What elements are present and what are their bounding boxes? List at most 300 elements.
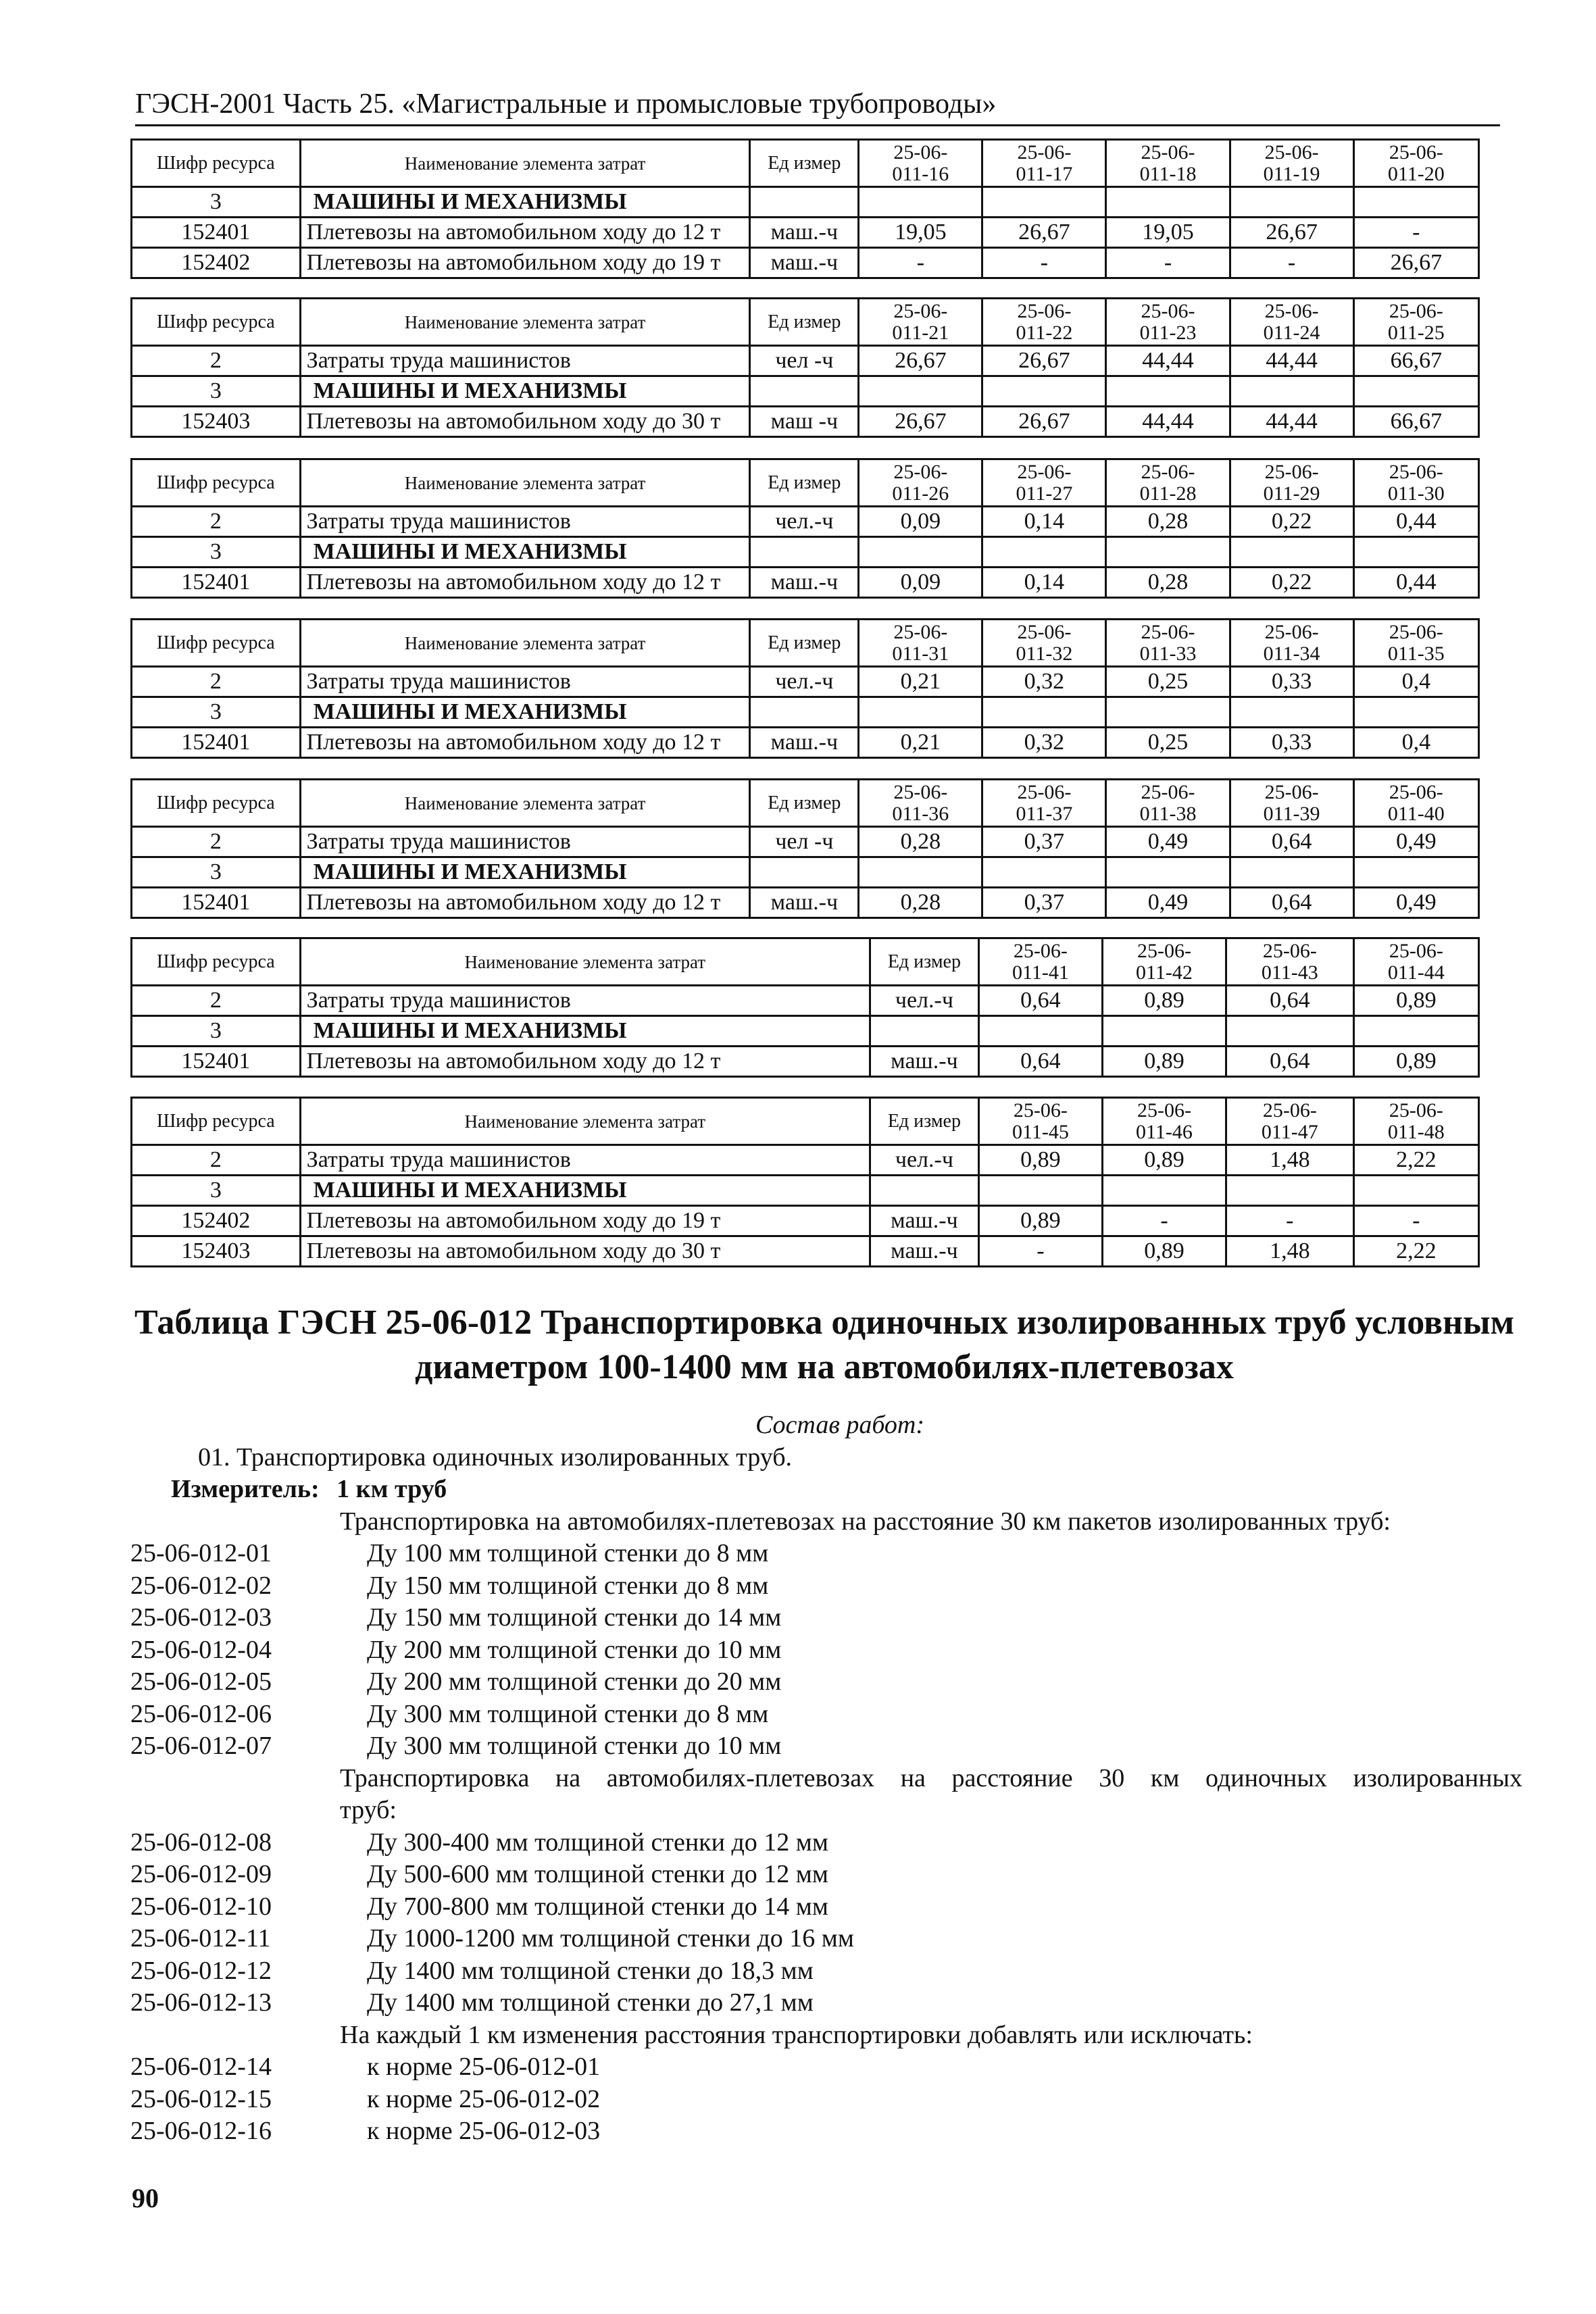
resource-code: 2 (132, 1145, 301, 1176)
cost-element-name: Плетевозы на автомобильном ходу до 19 т (300, 248, 750, 278)
norm-item (130, 1987, 1522, 2019)
value-cell: - (982, 248, 1106, 278)
value-cell: 44,44 (1230, 407, 1353, 437)
table-row (132, 507, 1479, 537)
norm-code-part: 25-06- (1141, 460, 1195, 483)
resource-code: 152402 (132, 248, 301, 278)
resource-code: 152401 (132, 1047, 301, 1077)
resource-code: 152402 (132, 1206, 301, 1236)
value-cell: 44,44 (1230, 346, 1353, 376)
header-code: Шифр ресурса (132, 459, 301, 507)
header-norm-code (1106, 140, 1230, 187)
table-header-row (132, 780, 1479, 827)
norm-code-part: 011-20 (1387, 162, 1445, 185)
value-cell: 0,49 (1106, 827, 1230, 857)
header-norm-code (982, 459, 1106, 507)
resource-code: 2 (132, 827, 301, 857)
table-row (132, 537, 1479, 568)
table-row (132, 407, 1479, 437)
norm-code-part: 25-06- (1389, 299, 1443, 322)
unit-cell: маш -ч (750, 407, 859, 437)
resource-table (130, 1097, 1480, 1267)
resource-code: 3 (132, 857, 301, 888)
header-unit: Ед измер (750, 459, 859, 507)
norm-item (130, 1923, 1522, 1955)
header-name: Наименование элемента затрат (300, 620, 750, 667)
value-cell (1226, 1016, 1354, 1047)
resource-code: 2 (132, 346, 301, 376)
value-cell (1353, 537, 1478, 568)
unit-cell (870, 1176, 978, 1206)
norm-item-code: 25-06-012-12 (130, 1956, 272, 1985)
unit-cell (750, 537, 859, 568)
value-cell (1230, 187, 1353, 218)
header-norm-code (1353, 299, 1478, 346)
norm-item-text: Ду 1400 мм толщиной стенки до 27,1 мм (367, 1988, 814, 2017)
value-cell: 0,22 (1230, 568, 1353, 598)
table-header-row (132, 938, 1479, 986)
norm-item (130, 2115, 1522, 2148)
value-cell: 0,64 (978, 986, 1102, 1016)
resource-code: 3 (132, 1016, 301, 1047)
norm-item-code: 25-06-012-14 (130, 2053, 272, 2081)
table-row (132, 248, 1479, 278)
norm-code-part: 011-44 (1387, 961, 1445, 984)
value-cell (978, 1016, 1102, 1047)
norm-code-part: 25-06- (1017, 780, 1072, 803)
resource-code: 152401 (132, 568, 301, 598)
norm-code-part: 25-06- (1389, 141, 1443, 164)
norm-item-code: 25-06-012-04 (130, 1635, 272, 1664)
norm-item-text: к норме 25-06-012-01 (367, 2053, 601, 2081)
header-norm-code (1353, 620, 1478, 667)
value-cell: 0,09 (859, 507, 982, 537)
table-row (132, 1145, 1479, 1176)
norm-code-part: 011-48 (1387, 1120, 1445, 1143)
header-norm-code (1102, 938, 1226, 986)
norm-item-code: 25-06-012-15 (130, 2084, 272, 2113)
value-cell: 0,89 (1102, 986, 1226, 1016)
value-cell: 0,89 (1102, 1145, 1226, 1176)
value-cell: 26,67 (982, 346, 1106, 376)
cost-element-name: Затраты труда машинистов (300, 507, 750, 537)
norm-code-part: 011-26 (892, 482, 949, 505)
value-cell: - (1353, 218, 1478, 248)
norm-code-part: 011-23 (1139, 321, 1197, 344)
value-cell: - (1226, 1206, 1354, 1236)
norm-code-part: 25-06- (1264, 460, 1319, 483)
value-cell: 0,89 (1353, 1047, 1478, 1077)
value-cell: 0,33 (1230, 667, 1353, 697)
header-unit: Ед измер (870, 938, 978, 986)
cost-element-name: Затраты труда машинистов (300, 667, 750, 697)
norm-code-part: 011-36 (892, 802, 949, 825)
value-cell: 0,64 (1230, 888, 1353, 918)
norm-item-code: 25-06-012-08 (130, 1828, 272, 1857)
norm-code-part: 011-17 (1016, 162, 1073, 185)
unit-cell: маш.-ч (750, 728, 859, 758)
norm-code-part: 25-06- (1389, 620, 1443, 643)
value-cell: - (1230, 248, 1353, 278)
table-row (132, 728, 1479, 758)
norm-item-text: Ду 200 мм толщиной стенки до 10 мм (367, 1635, 782, 1664)
header-norm-code (859, 620, 982, 667)
value-cell: 0,28 (859, 888, 982, 918)
value-cell: 0,32 (982, 728, 1106, 758)
norm-code-part: 011-32 (1016, 642, 1073, 665)
norm-item (130, 1859, 1522, 1891)
work-description (130, 1409, 1522, 2148)
header-code: Шифр ресурса (132, 299, 301, 346)
norm-item (130, 1955, 1522, 1988)
norm-code-part: 25-06- (1389, 460, 1443, 483)
resource-table (130, 458, 1480, 599)
header-code: Шифр ресурса (132, 780, 301, 827)
cost-element-name: Плетевозы на автомобильном ходу до 12 т (300, 568, 750, 598)
value-cell: 19,05 (1106, 218, 1230, 248)
value-cell (982, 187, 1106, 218)
unit-cell (870, 1016, 978, 1047)
value-cell: - (1353, 1206, 1478, 1236)
value-cell: 66,67 (1353, 407, 1478, 437)
header-norm-code (1230, 780, 1353, 827)
value-cell (982, 697, 1106, 728)
cost-element-name: МАШИНЫ И МЕХАНИЗМЫ (300, 1016, 870, 1047)
value-cell: 0,4 (1353, 728, 1478, 758)
value-cell: 19,05 (859, 218, 982, 248)
cost-element-name: МАШИНЫ И МЕХАНИЗМЫ (300, 537, 750, 568)
value-cell: 0,89 (1102, 1047, 1226, 1077)
unit-cell (750, 376, 859, 407)
header-norm-code (1226, 1098, 1354, 1145)
value-cell: 0,28 (859, 827, 982, 857)
norm-item (130, 1730, 1522, 1763)
norm-code-part: 25-06- (1017, 141, 1072, 164)
header-name: Наименование элемента затрат (300, 140, 750, 187)
value-cell (982, 857, 1106, 888)
norm-code-part: 011-27 (1016, 482, 1073, 505)
table-header-row (132, 1098, 1479, 1145)
value-cell: 0,14 (982, 507, 1106, 537)
resource-table (130, 297, 1480, 438)
norm-item (130, 2084, 1522, 2116)
norm-code-part: 25-06- (1264, 299, 1319, 322)
value-cell: 0,28 (1106, 507, 1230, 537)
resource-code: 2 (132, 507, 301, 537)
header-norm-code (1353, 459, 1478, 507)
norm-code-part: 25-06- (893, 141, 948, 164)
value-cell: 0,44 (1353, 507, 1478, 537)
value-cell: 1,48 (1226, 1145, 1354, 1176)
norm-code-part: 25-06- (1389, 780, 1443, 803)
cost-element-name: Плетевозы на автомобильном ходу до 12 т (300, 888, 750, 918)
norm-item (130, 1827, 1522, 1859)
cost-element-name: Плетевозы на автомобильном ходу до 19 т (300, 1206, 870, 1236)
value-cell: 0,25 (1106, 728, 1230, 758)
norm-code-part: 011-19 (1263, 162, 1320, 185)
group-heading: Транспортировка на автомобилях-плетевозах на расстояние 30 км одиночных изолированных (340, 1763, 1522, 1792)
value-cell: 0,28 (1106, 568, 1230, 598)
norm-code-part: 011-30 (1387, 482, 1445, 505)
header-norm-code (1226, 938, 1354, 986)
header-norm-code (1106, 459, 1230, 507)
value-cell (1230, 857, 1353, 888)
value-cell (1102, 1016, 1226, 1047)
page-header: ГЭСН-2001 Часть 25. «Магистральные и промысловые трубопроводы» (135, 86, 1500, 126)
unit-cell (750, 697, 859, 728)
value-cell (1353, 376, 1478, 407)
norm-code-part: 011-38 (1139, 802, 1197, 825)
norm-item-code: 25-06-012-10 (130, 1892, 272, 1921)
value-cell: 2,22 (1353, 1145, 1478, 1176)
value-cell (982, 376, 1106, 407)
value-cell: 26,67 (982, 407, 1106, 437)
value-cell: 0,4 (1353, 667, 1478, 697)
norm-item-text: Ду 1400 мм толщиной стенки до 18,3 мм (367, 1956, 814, 1985)
header-norm-code (1102, 1098, 1226, 1145)
header-norm-code (982, 620, 1106, 667)
section-title-line1: Таблица ГЭСН 25-06-012 Транспортировка одиночных изолированных труб условным (134, 1303, 1515, 1342)
cost-element-name: Плетевозы на автомобильном ходу до 30 т (300, 1236, 870, 1267)
value-cell (1353, 1176, 1478, 1206)
work-composition-heading: Состав работ: (755, 1411, 925, 1439)
unit-cell: маш.-ч (750, 888, 859, 918)
value-cell: 0,89 (978, 1145, 1102, 1176)
norm-code-part: 25-06- (893, 460, 948, 483)
norm-code-part: 25-06- (1141, 299, 1195, 322)
value-cell: 0,14 (982, 568, 1106, 598)
unit-cell: чел.-ч (750, 507, 859, 537)
norm-code-part: 25-06- (1262, 939, 1317, 962)
header-norm-code (1106, 299, 1230, 346)
value-cell: 0,64 (1230, 827, 1353, 857)
norm-code-part: 25-06- (1389, 1099, 1443, 1122)
norm-code-part: 25-06- (1141, 620, 1195, 643)
norm-code-part: 25-06- (893, 620, 948, 643)
unit-cell: маш.-ч (870, 1047, 978, 1077)
norm-item-text: к норме 25-06-012-02 (367, 2084, 601, 2113)
norm-item-text: Ду 700-800 мм толщиной стенки до 14 мм (367, 1892, 828, 1921)
value-cell: 0,64 (978, 1047, 1102, 1077)
resource-table (130, 937, 1480, 1078)
norm-code-part: 011-25 (1387, 321, 1445, 344)
section-title-line2: диаметром 100-1400 мм на автомобилях-плетевозах (415, 1348, 1234, 1386)
header-unit: Ед измер (750, 299, 859, 346)
norm-code-part: 011-16 (892, 162, 949, 185)
norm-code-part: 011-37 (1016, 802, 1073, 825)
resource-code: 3 (132, 537, 301, 568)
norm-code-part: 011-45 (1012, 1120, 1069, 1143)
header-code: Шифр ресурса (132, 620, 301, 667)
meter-label: Измеритель: (171, 1475, 320, 1503)
norm-code-part: 011-47 (1261, 1120, 1318, 1143)
table-header-row (132, 299, 1479, 346)
norm-code-part: 25-06- (1264, 780, 1319, 803)
norm-code-part: 011-43 (1261, 961, 1318, 984)
header-norm-code (859, 780, 982, 827)
norm-item (130, 1699, 1522, 1731)
header-name: Наименование элемента затрат (300, 459, 750, 507)
header-norm-code (1353, 938, 1478, 986)
value-cell: 0,37 (982, 888, 1106, 918)
header-norm-code (978, 1098, 1102, 1145)
value-cell: - (1102, 1206, 1226, 1236)
cost-element-name: МАШИНЫ И МЕХАНИЗМЫ (300, 1176, 870, 1206)
norm-item-code: 25-06-012-06 (130, 1699, 272, 1728)
header-name: Наименование элемента затрат (300, 299, 750, 346)
norm-item-text: Ду 1000-1200 мм толщиной стенки до 16 мм (367, 1924, 854, 1953)
value-cell: 0,32 (982, 667, 1106, 697)
value-cell (1106, 697, 1230, 728)
norm-code-part: 011-34 (1263, 642, 1320, 665)
norm-code-part: 011-33 (1139, 642, 1197, 665)
value-cell: 44,44 (1106, 407, 1230, 437)
norm-item-code: 25-06-012-13 (130, 1988, 272, 2017)
norm-code-part: 25-06- (893, 299, 948, 322)
header-name: Наименование элемента затрат (300, 780, 750, 827)
norm-code-part: 25-06- (1013, 939, 1068, 962)
value-cell (1353, 1016, 1478, 1047)
value-cell: 0,21 (859, 728, 982, 758)
table-row (132, 1016, 1479, 1047)
unit-cell: маш.-ч (870, 1236, 978, 1267)
resource-code: 3 (132, 376, 301, 407)
table-row (132, 1206, 1479, 1236)
value-cell (859, 697, 982, 728)
value-cell: 0,22 (1230, 507, 1353, 537)
header-norm-code (1230, 299, 1353, 346)
value-cell (859, 376, 982, 407)
table-row (132, 1236, 1479, 1267)
cost-element-name: МАШИНЫ И МЕХАНИЗМЫ (300, 376, 750, 407)
cost-element-name: Затраты труда машинистов (300, 346, 750, 376)
norm-code-part: 25-06- (1141, 780, 1195, 803)
value-cell (1106, 376, 1230, 407)
norm-code-part: 25-06- (1264, 141, 1319, 164)
table-row (132, 376, 1479, 407)
value-cell: 0,89 (1102, 1236, 1226, 1267)
norm-item-text: Ду 150 мм толщиной стенки до 14 мм (367, 1603, 782, 1632)
table-row (132, 218, 1479, 248)
value-cell (1102, 1176, 1226, 1206)
header-unit: Ед измер (750, 620, 859, 667)
norm-code-part: 25-06- (1017, 460, 1072, 483)
value-cell (1106, 857, 1230, 888)
resource-code: 3 (132, 187, 301, 218)
norm-code-part: 25-06- (1389, 939, 1443, 962)
cost-element-name: Затраты труда машинистов (300, 827, 750, 857)
norm-item-code: 25-06-012-03 (130, 1603, 272, 1632)
cost-element-name: МАШИНЫ И МЕХАНИЗМЫ (300, 187, 750, 218)
group-heading: Транспортировка на автомобилях-плетевозах на расстояние 30 км пакетов изолированных труб: (340, 1507, 1391, 1536)
value-cell: 26,67 (859, 407, 982, 437)
table-row (132, 187, 1479, 218)
value-cell (1353, 857, 1478, 888)
header-norm-code (859, 459, 982, 507)
resource-code: 2 (132, 986, 301, 1016)
resource-code: 152401 (132, 888, 301, 918)
value-cell: 26,67 (859, 346, 982, 376)
cost-element-name: Плетевозы на автомобильном ходу до 12 т (300, 728, 750, 758)
value-cell (859, 537, 982, 568)
table-row (132, 1047, 1479, 1077)
value-cell (982, 537, 1106, 568)
header-name: Наименование элемента затрат (300, 1098, 870, 1145)
resource-code: 152403 (132, 407, 301, 437)
table-row (132, 888, 1479, 918)
value-cell: 2,22 (1353, 1236, 1478, 1267)
norm-code-part: 011-46 (1136, 1120, 1193, 1143)
norm-code-part: 011-35 (1387, 642, 1445, 665)
norm-code-part: 011-24 (1263, 321, 1320, 344)
norm-item-text: Ду 300 мм толщиной стенки до 10 мм (367, 1732, 782, 1760)
cost-element-name: Затраты труда машинистов (300, 1145, 870, 1176)
unit-cell: чел.-ч (750, 667, 859, 697)
value-cell: 0,49 (1353, 827, 1478, 857)
value-cell: 0,64 (1226, 986, 1354, 1016)
header-norm-code (1353, 140, 1478, 187)
cost-element-name: Плетевозы на автомобильном ходу до 12 т (300, 1047, 870, 1077)
section-title (128, 1301, 1520, 1390)
norm-item-text: Ду 100 мм толщиной стенки до 8 мм (367, 1539, 769, 1567)
norm-code-part: 011-18 (1139, 162, 1197, 185)
value-cell: 66,67 (1353, 346, 1478, 376)
page-number: 90 (132, 2183, 159, 2213)
value-cell (1353, 697, 1478, 728)
value-cell: 0,21 (859, 667, 982, 697)
value-cell (1230, 697, 1353, 728)
unit-cell: чел -ч (750, 827, 859, 857)
header-norm-code (1353, 780, 1478, 827)
norm-item-code: 25-06-012-16 (130, 2117, 272, 2145)
header-name: Наименование элемента затрат (300, 938, 870, 986)
value-cell: 0,09 (859, 568, 982, 598)
header-norm-code (1230, 459, 1353, 507)
table-row (132, 827, 1479, 857)
value-cell: 0,37 (982, 827, 1106, 857)
unit-cell: маш.-ч (750, 218, 859, 248)
value-cell: 26,67 (1353, 248, 1478, 278)
meter-line (130, 1474, 1522, 1506)
value-cell: - (859, 248, 982, 278)
value-cell (859, 857, 982, 888)
resource-table (130, 618, 1480, 759)
value-cell (1230, 376, 1353, 407)
norm-code-part: 011-22 (1016, 321, 1073, 344)
table-row (132, 986, 1479, 1016)
header-norm-code (859, 140, 982, 187)
norm-code-part: 25-06- (893, 780, 948, 803)
norm-code-part: 011-42 (1136, 961, 1193, 984)
header-unit: Ед измер (870, 1098, 978, 1145)
group-heading-continued: труб: (340, 1796, 397, 1824)
resource-code: 152403 (132, 1236, 301, 1267)
cost-element-name: Затраты труда машинистов (300, 986, 870, 1016)
norm-code-part: 25-06- (1137, 939, 1191, 962)
unit-cell (750, 187, 859, 218)
unit-cell: чел -ч (750, 346, 859, 376)
header-norm-code (859, 299, 982, 346)
norm-item-code: 25-06-012-05 (130, 1667, 272, 1696)
resource-code: 3 (132, 697, 301, 728)
value-cell (1230, 537, 1353, 568)
norm-item-code: 25-06-012-11 (130, 1924, 271, 1953)
table-row (132, 697, 1479, 728)
header-norm-code (982, 140, 1106, 187)
norm-item-text: Ду 500-600 мм толщиной стенки до 12 мм (367, 1860, 828, 1888)
header-code: Шифр ресурса (132, 140, 301, 187)
table-header-row (132, 459, 1479, 507)
